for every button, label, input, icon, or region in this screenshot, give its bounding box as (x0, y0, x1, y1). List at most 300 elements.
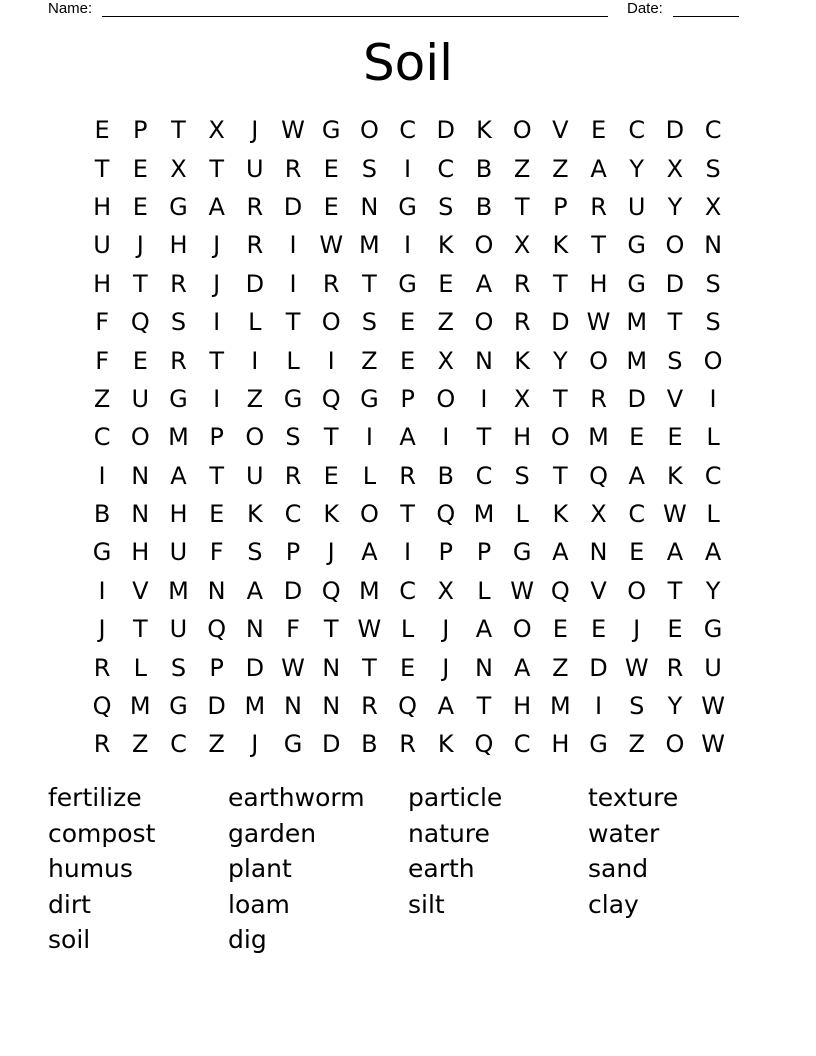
grid-letter: G (92, 538, 112, 567)
grid-letter: C (170, 730, 187, 759)
grid-letter: G (703, 615, 723, 644)
grid-letter: X (513, 231, 531, 260)
grid-letter: W (281, 653, 305, 682)
grid-letter: Z (552, 154, 569, 183)
grid-letter: J (633, 615, 641, 644)
header (0, 0, 816, 20)
word-list-item: earth (408, 854, 475, 883)
grid-letter: F (95, 346, 109, 375)
grid-letter: H (589, 269, 608, 298)
grid-letter: L (286, 346, 300, 375)
grid-letter: V (666, 384, 684, 413)
word-list-item: fertilize (48, 783, 142, 812)
grid-letter: P (476, 538, 492, 567)
grid-letter: F (95, 308, 109, 337)
grid-letter: X (666, 154, 684, 183)
grid-letter: J (136, 231, 144, 260)
word-list-item: humus (48, 854, 133, 883)
grid-letter: N (284, 692, 302, 721)
grid-letter: K (437, 231, 454, 260)
grid-letter: I (442, 423, 450, 452)
grid-letter: A (208, 192, 225, 221)
grid-letter: O (359, 500, 379, 529)
grid-letter: V (552, 116, 569, 145)
word-list (48, 780, 768, 958)
grid-letter: T (209, 346, 224, 375)
grid-letter: B (475, 154, 493, 183)
grid-letter: A (552, 538, 569, 567)
grid-letter: D (627, 384, 646, 413)
grid-letter: L (706, 423, 720, 452)
grid-letter: E (132, 346, 148, 375)
grid-letter: R (399, 461, 416, 490)
date-label: Date: (627, 0, 663, 17)
grid-letter: R (170, 269, 187, 298)
grid-letter: E (590, 615, 607, 644)
grid-letter: E (132, 154, 148, 183)
grid-letter: F (286, 615, 300, 644)
grid-letter: C (284, 500, 302, 529)
grid-letter: X (437, 576, 454, 605)
grid-letter: O (703, 346, 723, 375)
grid-letter: R (93, 730, 111, 759)
grid-letter: T (285, 308, 301, 337)
grid-letter: A (513, 653, 531, 682)
grid-letter: G (169, 192, 188, 221)
word-list-item: garden (228, 818, 317, 848)
grid-letter: S (247, 538, 263, 567)
grid-letter: O (665, 730, 685, 759)
grid-letter: Q (321, 576, 341, 605)
grid-letter: U (169, 615, 188, 644)
grid-letter: R (284, 154, 302, 183)
grid-letter: F (209, 538, 224, 567)
grid-letter: R (513, 269, 531, 298)
grid-letter: R (93, 653, 111, 682)
grid-letter: C (437, 154, 455, 183)
word-list-item: compost (48, 818, 156, 848)
grid-letter: H (551, 730, 570, 759)
word-list-item: loam (228, 889, 290, 919)
grid-letter: J (327, 538, 335, 567)
grid-letter: D (283, 192, 303, 221)
grid-letter: Q (207, 615, 227, 644)
grid-row (83, 188, 733, 226)
grid-letter: A (246, 576, 264, 605)
grid-letter: T (209, 461, 224, 490)
grid-letter: E (629, 538, 645, 567)
grid-letter: M (168, 423, 189, 452)
grid-letter: T (553, 269, 568, 298)
grid-letter: Y (667, 192, 683, 221)
word-list-item: nature (408, 818, 490, 848)
grid-letter: N (245, 615, 264, 644)
grid-letter: Q (550, 576, 570, 605)
grid-letter: T (476, 423, 492, 452)
grid-letter: I (289, 231, 297, 260)
grid-letter: K (667, 461, 683, 490)
grid-letter: G (627, 269, 647, 298)
grid-letter: E (209, 500, 225, 529)
grid-letter: E (323, 461, 339, 490)
grid-letter: R (666, 653, 684, 682)
grid-letter: M (359, 576, 380, 605)
grid-letter: Q (398, 692, 418, 721)
grid-letter: W (319, 231, 344, 260)
grid-letter: B (475, 192, 493, 221)
grid-letter: A (170, 461, 187, 490)
grid-letter: G (589, 730, 608, 759)
grid-letter: E (400, 346, 416, 375)
grid-letter: S (629, 692, 645, 721)
grid-letter: R (513, 308, 531, 337)
grid-letter: P (285, 538, 301, 567)
grid-letter: I (404, 538, 412, 567)
grid-letter: O (474, 308, 494, 337)
grid-row (83, 303, 733, 341)
grid-letter: J (98, 615, 106, 644)
grid-letter: X (208, 116, 225, 145)
grid-letter: S (514, 461, 530, 490)
grid-letter: R (246, 192, 264, 221)
grid-letter: G (169, 384, 188, 413)
word-list-item: silt (408, 889, 445, 919)
grid-letter: T (362, 269, 377, 298)
grid-letter: A (475, 269, 493, 298)
grid-letter: S (285, 423, 301, 452)
grid-row (83, 149, 733, 187)
grid-letter: C (628, 116, 646, 145)
grid-letter: N (131, 500, 150, 529)
grid-letter: O (627, 576, 647, 605)
grid-letter: T (514, 192, 530, 221)
grid-letter: T (209, 154, 224, 183)
grid-letter: V (132, 576, 149, 605)
grid-letter: C (628, 500, 646, 529)
grid-letter: W (357, 615, 382, 644)
grid-letter: X (170, 154, 187, 183)
grid-letter: Z (513, 154, 531, 183)
grid-letter: J (442, 653, 450, 682)
grid-letter: W (281, 116, 305, 145)
grid-letter: D (207, 692, 226, 721)
grid-letter: I (213, 384, 221, 413)
grid-letter: I (404, 231, 412, 260)
grid-letter: K (476, 116, 492, 145)
grid-letter: X (590, 500, 607, 529)
grid-letter: G (398, 269, 417, 298)
grid-letter: L (706, 500, 720, 529)
grid-letter: T (94, 154, 110, 183)
grid-letter: X (704, 192, 722, 221)
grid-letter: X (437, 346, 454, 375)
grid-letter: Q (436, 500, 456, 529)
grid-letter: I (98, 461, 106, 490)
grid-letter: T (171, 116, 186, 145)
grid-letter: G (169, 692, 188, 721)
grid-letter: A (475, 615, 493, 644)
grid-letter: O (436, 384, 456, 413)
grid-letter: G (398, 192, 417, 221)
grid-row (83, 457, 733, 495)
grid-letter: T (362, 653, 377, 682)
grid-letter: G (360, 384, 379, 413)
grid-letter: A (399, 423, 416, 452)
grid-letter: D (245, 653, 265, 682)
grid-letter: L (477, 576, 491, 605)
grid-letter: U (131, 384, 150, 413)
grid-letter: Z (552, 653, 569, 682)
grid-letter: I (327, 346, 335, 375)
grid-letter: B (93, 500, 111, 529)
grid-letter: O (130, 423, 150, 452)
grid-letter: E (94, 116, 110, 145)
grid-letter: S (438, 192, 454, 221)
grid-letter: L (133, 653, 147, 682)
grid-letter: R (590, 384, 607, 413)
word-list-item: plant (228, 854, 292, 883)
grid-letter: D (665, 269, 685, 298)
grid-letter: P (438, 538, 454, 567)
word-list-item: earthworm (228, 783, 365, 812)
name-blank-line (102, 16, 608, 17)
grid-letter: D (551, 308, 570, 337)
grid-letter: U (246, 154, 264, 183)
grid-letter: I (251, 346, 259, 375)
grid-letter: N (207, 576, 226, 605)
grid-letter: E (400, 308, 416, 337)
grid-letter: L (362, 461, 377, 490)
grid-letter: O (550, 423, 570, 452)
grid-letter: H (93, 269, 112, 298)
grid-letter: H (169, 231, 188, 260)
grid-letter: K (552, 500, 569, 529)
grid-letter: N (360, 192, 379, 221)
word-list-item: clay (588, 889, 639, 919)
grid-letter: T (323, 423, 339, 452)
grid-row (83, 380, 733, 418)
grid-letter: M (626, 346, 648, 375)
grid-letter: L (248, 308, 262, 337)
page-title: Soil (362, 34, 454, 92)
grid-letter: D (436, 116, 456, 145)
grid-letter: Y (667, 692, 683, 721)
grid-letter: L (400, 615, 415, 644)
grid-letter: W (586, 308, 611, 337)
grid-letter: O (359, 116, 379, 145)
grid-letter: B (437, 461, 455, 490)
grid-letter: Z (208, 730, 225, 759)
grid-letter: K (246, 500, 263, 529)
grid-letter: G (283, 384, 303, 413)
grid-letter: U (169, 538, 188, 567)
grid-row (83, 495, 733, 533)
grid-letter: P (133, 116, 148, 145)
grid-letter: C (475, 461, 493, 490)
grid-letter: K (552, 231, 569, 260)
grid-letter: P (209, 423, 224, 452)
grid-letter: T (132, 269, 148, 298)
grid-letter: R (170, 346, 187, 375)
grid-letter: M (473, 500, 495, 529)
grid-letter: T (667, 308, 683, 337)
grid-letter: Q (474, 730, 494, 759)
grid-letter: O (512, 615, 532, 644)
grid-row (83, 533, 733, 571)
grid-letter: H (513, 692, 532, 721)
grid-letter: Q (92, 692, 112, 721)
grid-letter: D (589, 653, 608, 682)
grid-letter: N (589, 538, 608, 567)
grid-letter: H (169, 500, 188, 529)
grid-letter: H (131, 538, 150, 567)
grid-letter: Z (93, 384, 111, 413)
word-list-item: soil (48, 925, 91, 954)
grid-letter: S (170, 308, 187, 337)
grid-letter: E (400, 653, 416, 682)
grid-letter: E (438, 269, 454, 298)
grid-letter: Q (321, 384, 341, 413)
grid-letter: G (321, 116, 341, 145)
word-search-grid (83, 111, 733, 764)
grid-letter: Y (629, 154, 645, 183)
grid-letter: D (283, 576, 303, 605)
grid-letter: T (553, 384, 568, 413)
word-list-item: particle (408, 783, 503, 812)
name-label: Name: (48, 0, 93, 17)
grid-letter: C (399, 116, 416, 145)
grid-letter: I (594, 692, 603, 721)
grid-letter: I (289, 269, 297, 298)
grid-letter: J (213, 269, 221, 298)
grid-letter: T (400, 500, 415, 529)
grid-letter: J (213, 231, 221, 260)
grid-letter: X (513, 384, 531, 413)
grid-letter: O (321, 308, 341, 337)
grid-row (83, 572, 733, 610)
grid-letter: N (322, 653, 341, 682)
grid-letter: S (667, 346, 683, 375)
grid-letter: D (245, 269, 265, 298)
grid-letter: H (513, 423, 532, 452)
grid-letter: Q (589, 461, 608, 490)
grid-letter: C (399, 576, 416, 605)
grid-letter: N (704, 231, 723, 260)
grid-letter: E (323, 154, 339, 183)
grid-letter: R (361, 692, 378, 721)
grid-letter: Y (553, 346, 568, 375)
date-blank-line (673, 16, 739, 17)
word-list-item: dirt (48, 889, 91, 919)
word-list-item: sand (588, 854, 649, 883)
grid-letter: R (399, 730, 416, 759)
grid-row (83, 648, 733, 686)
grid-letter: E (323, 192, 339, 221)
grid-letter: A (704, 538, 722, 567)
grid-letter: Q (130, 308, 150, 337)
grid-letter: G (512, 538, 532, 567)
grid-letter: V (590, 576, 607, 605)
grid-letter: U (93, 231, 111, 260)
grid-letter: W (701, 730, 725, 759)
grid-letter: J (251, 730, 259, 759)
grid-letter: R (322, 269, 340, 298)
grid-letter: O (512, 116, 532, 145)
grid-letter: E (132, 192, 148, 221)
grid-letter: L (515, 500, 529, 529)
grid-letter: M (626, 308, 648, 337)
grid-letter: W (663, 500, 687, 529)
grid-letter: S (705, 154, 721, 183)
grid-letter: U (246, 461, 264, 490)
grid-letter: C (513, 730, 531, 759)
grid-letter: D (321, 730, 341, 759)
word-list-item: dig (228, 925, 267, 954)
grid-letter: R (590, 192, 607, 221)
grid-row (83, 226, 733, 264)
grid-letter: R (246, 231, 264, 260)
grid-letter: T (591, 231, 606, 260)
grid-letter: W (624, 653, 649, 682)
grid-letter: M (129, 692, 151, 721)
grid-letter: N (322, 692, 341, 721)
grid-letter: N (131, 461, 150, 490)
grid-row (83, 687, 733, 725)
grid-letter: N (474, 346, 493, 375)
grid-letter: W (701, 692, 725, 721)
grid-letter: P (400, 384, 415, 413)
grid-row (83, 725, 733, 763)
grid-letter: J (251, 116, 259, 145)
grid-letter: I (365, 423, 373, 452)
grid-letter: K (323, 500, 340, 529)
grid-letter: I (480, 384, 488, 413)
grid-letter: M (588, 423, 609, 452)
grid-letter: A (590, 154, 607, 183)
grid-letter: M (359, 231, 380, 260)
grid-letter: P (209, 653, 224, 682)
grid-row (83, 610, 733, 648)
grid-row (83, 341, 733, 379)
grid-letter: M (168, 576, 189, 605)
grid-letter: G (283, 730, 303, 759)
grid-letter: A (361, 538, 378, 567)
grid-letter: U (627, 192, 646, 221)
grid-letter: A (628, 461, 645, 490)
grid-letter: K (514, 346, 531, 375)
grid-letter: C (93, 423, 111, 452)
grid-letter: D (665, 116, 685, 145)
grid-letter: Y (705, 576, 721, 605)
grid-letter: J (442, 615, 450, 644)
grid-letter: S (705, 308, 721, 337)
grid-row (83, 265, 733, 303)
grid-letter: A (666, 538, 684, 567)
grid-letter: E (667, 423, 683, 452)
grid-letter: O (474, 231, 494, 260)
grid-letter: E (667, 615, 683, 644)
grid-letter: S (361, 308, 378, 337)
grid-letter: C (704, 461, 722, 490)
grid-letter: M (244, 692, 266, 721)
grid-letter: W (510, 576, 535, 605)
grid-letter: T (476, 692, 492, 721)
grid-letter: K (437, 730, 454, 759)
grid-letter: C (704, 116, 722, 145)
grid-letter: I (709, 384, 717, 413)
grid-letter: U (704, 653, 722, 682)
grid-letter: Z (628, 730, 645, 759)
